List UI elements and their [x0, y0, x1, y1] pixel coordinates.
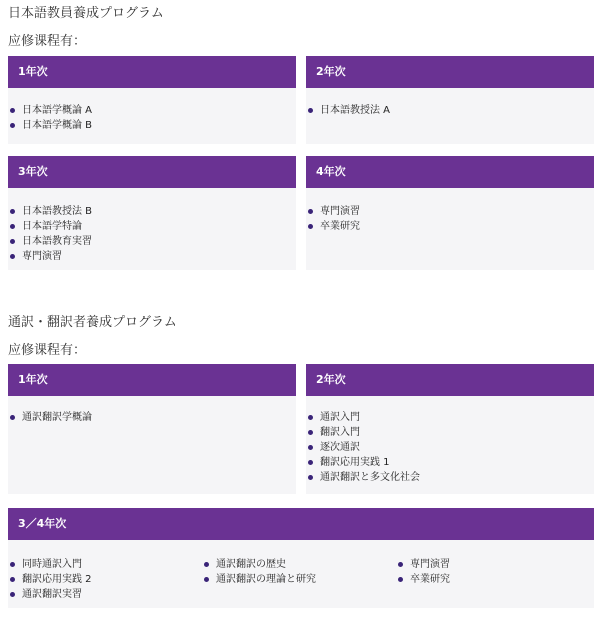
- list-item: 通訳翻訳実習: [8, 587, 92, 602]
- bullet-icon: [10, 224, 15, 229]
- bullet-icon: [308, 430, 313, 435]
- bullet-icon: [10, 562, 15, 567]
- bullet-icon: [308, 460, 313, 465]
- list-item: 翻訳応用実践 2: [8, 572, 92, 587]
- list-item: 日本語学概論 B: [8, 118, 92, 133]
- p1-year2-header: 2年次: [306, 56, 594, 88]
- program2-subtitle: 应修课程有：: [8, 343, 87, 358]
- program2-title: 通訳・翻訳者養成プログラム: [8, 315, 177, 330]
- bullet-icon: [308, 108, 313, 113]
- bullet-icon: [10, 415, 15, 420]
- list-item: 翻訳応用実践 1: [306, 455, 420, 470]
- p2-year1-header: 1年次: [8, 364, 296, 396]
- list-item: 卒業研究: [396, 572, 450, 587]
- bullet-icon: [308, 445, 313, 450]
- bullet-icon: [308, 224, 313, 229]
- p1-year1-list: [8, 103, 92, 133]
- p2-year34-col2: [202, 557, 316, 587]
- bullet-icon: [10, 254, 15, 259]
- p1-year4-list: [306, 204, 360, 234]
- bullet-icon: [10, 209, 15, 214]
- bullet-icon: [308, 209, 313, 214]
- p2-year1-list: [8, 410, 92, 425]
- bullet-icon: [10, 123, 15, 128]
- bullet-icon: [398, 577, 403, 582]
- list-item: 日本語学特論: [8, 219, 92, 234]
- p2-year34-col3: [396, 557, 450, 587]
- list-item: 同時通訳入門: [8, 557, 92, 572]
- list-item: 翻訳入門: [306, 425, 420, 440]
- list-item: 専門演習: [8, 249, 92, 264]
- bullet-icon: [308, 475, 313, 480]
- bullet-icon: [204, 562, 209, 567]
- list-item: 通訳翻訳の理論と研究: [202, 572, 316, 587]
- bullet-icon: [308, 415, 313, 420]
- bullet-icon: [10, 239, 15, 244]
- list-item: 専門演習: [396, 557, 450, 572]
- list-item: 通訳翻訳学概論: [8, 410, 92, 425]
- list-item: 通訳翻訳と多文化社会: [306, 470, 420, 485]
- list-item: 日本語教授法 A: [306, 103, 390, 118]
- program1-title: 日本語教員養成プログラム: [8, 6, 164, 21]
- bullet-icon: [10, 592, 15, 597]
- p1-year2-list: [306, 103, 390, 118]
- p1-year1-header: 1年次: [8, 56, 296, 88]
- list-item: 日本語学概論 A: [8, 103, 92, 118]
- p2-year34-col1: [8, 557, 92, 602]
- list-item: 卒業研究: [306, 219, 360, 234]
- p1-year3-list: [8, 204, 92, 264]
- list-item: 通訳翻訳の歴史: [202, 557, 316, 572]
- p2-year2-header: 2年次: [306, 364, 594, 396]
- p1-year3-header: 3年次: [8, 156, 296, 188]
- bullet-icon: [10, 577, 15, 582]
- list-item: 日本語教育実習: [8, 234, 92, 249]
- p2-year34-header: 3／4年次: [8, 508, 594, 540]
- bullet-icon: [398, 562, 403, 567]
- bullet-icon: [204, 577, 209, 582]
- p2-year2-list: [306, 410, 420, 485]
- list-item: 逐次通訳: [306, 440, 420, 455]
- list-item: 通訳入門: [306, 410, 420, 425]
- p1-year4-header: 4年次: [306, 156, 594, 188]
- program1-subtitle: 应修课程有：: [8, 34, 87, 49]
- list-item: 日本語教授法 B: [8, 204, 92, 219]
- bullet-icon: [10, 108, 15, 113]
- list-item: 専門演習: [306, 204, 360, 219]
